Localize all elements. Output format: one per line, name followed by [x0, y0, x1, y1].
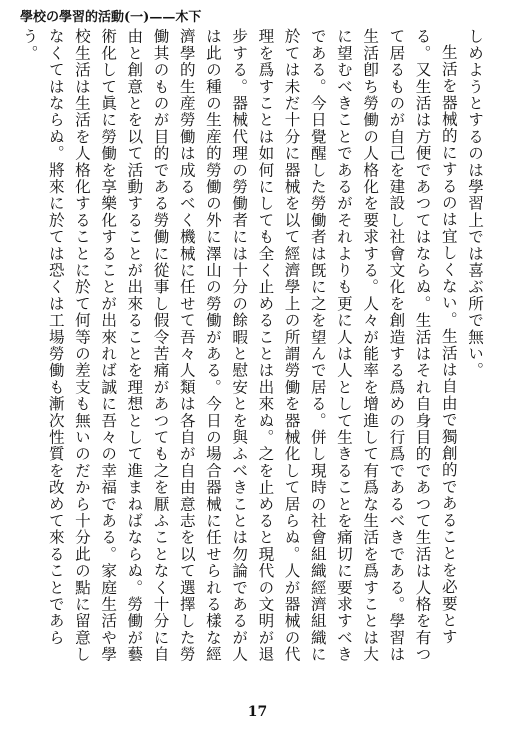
paragraph-continuation: しめようとするのは學習上では喜ぶ所で無い。	[466, 28, 484, 379]
running-head	[20, 4, 510, 26]
paragraph-main: 生活を器械的にするのは宜しくない。生活は自由で獨創的であることを必要とする。又生活は方便であつてはならぬ。生活はそれ自身目的であつて生活は人格を有つて居るものが自己を建設し社會文化を創造する爲めの行爲であるべきである。學習は生活卽ち勞働の人格化を要求する。人々が能率を增進して有爲な生活を爲すことは大に望むべきことであるがそれよりも更に人は人として生きることを痛切に要求すべきである。今日覺醒した勞働者は旣に之を望んで居る。併し現時の社會組織經濟組織に於ては未だ十分に器械を以て經濟學上の所謂勞働を器械化して居らぬ。人が器械の代理を爲すことは如何にしても全く止めることは出來ぬ。之を止めると現代の文明が退步する。器械代理の勞働者には十分の餘暇と慰安とを與ふべきことは勿論であるが人は此の種の生産的勞働の外に澤山の勞働がある。今日の場合器械に任せられる樣な經濟學的生産勞働は成るべく機械に任せて吾々人類は各自が自由意志を以て選擇した勞働其のものが目的である勞働に從事し假令苦痛があつても之を厭ふことなく十分に自由と創意とを以て活動することが出來ることを理想として進まねばならぬ。勞働が藝術化して眞に勞働を享樂化することが出來れば誠に吾々の幸福である。家庭生活や學校生活は生活を人格化することに於て何等の差支も無いのだから十分此の點に留意しなくてはならぬ。將來に於ては恐くは工場勞働も漸次性質を改めて來ることであらう。	[20, 28, 458, 663]
page-number: 17	[247, 704, 268, 720]
running-head-title-text: 學校の學習的活動(一)	[20, 9, 150, 25]
running-head-dash: ——	[149, 9, 176, 25]
vertical-body-text	[20, 28, 488, 678]
running-head-author: 木下	[175, 9, 202, 25]
running-head-title	[20, 6, 201, 25]
